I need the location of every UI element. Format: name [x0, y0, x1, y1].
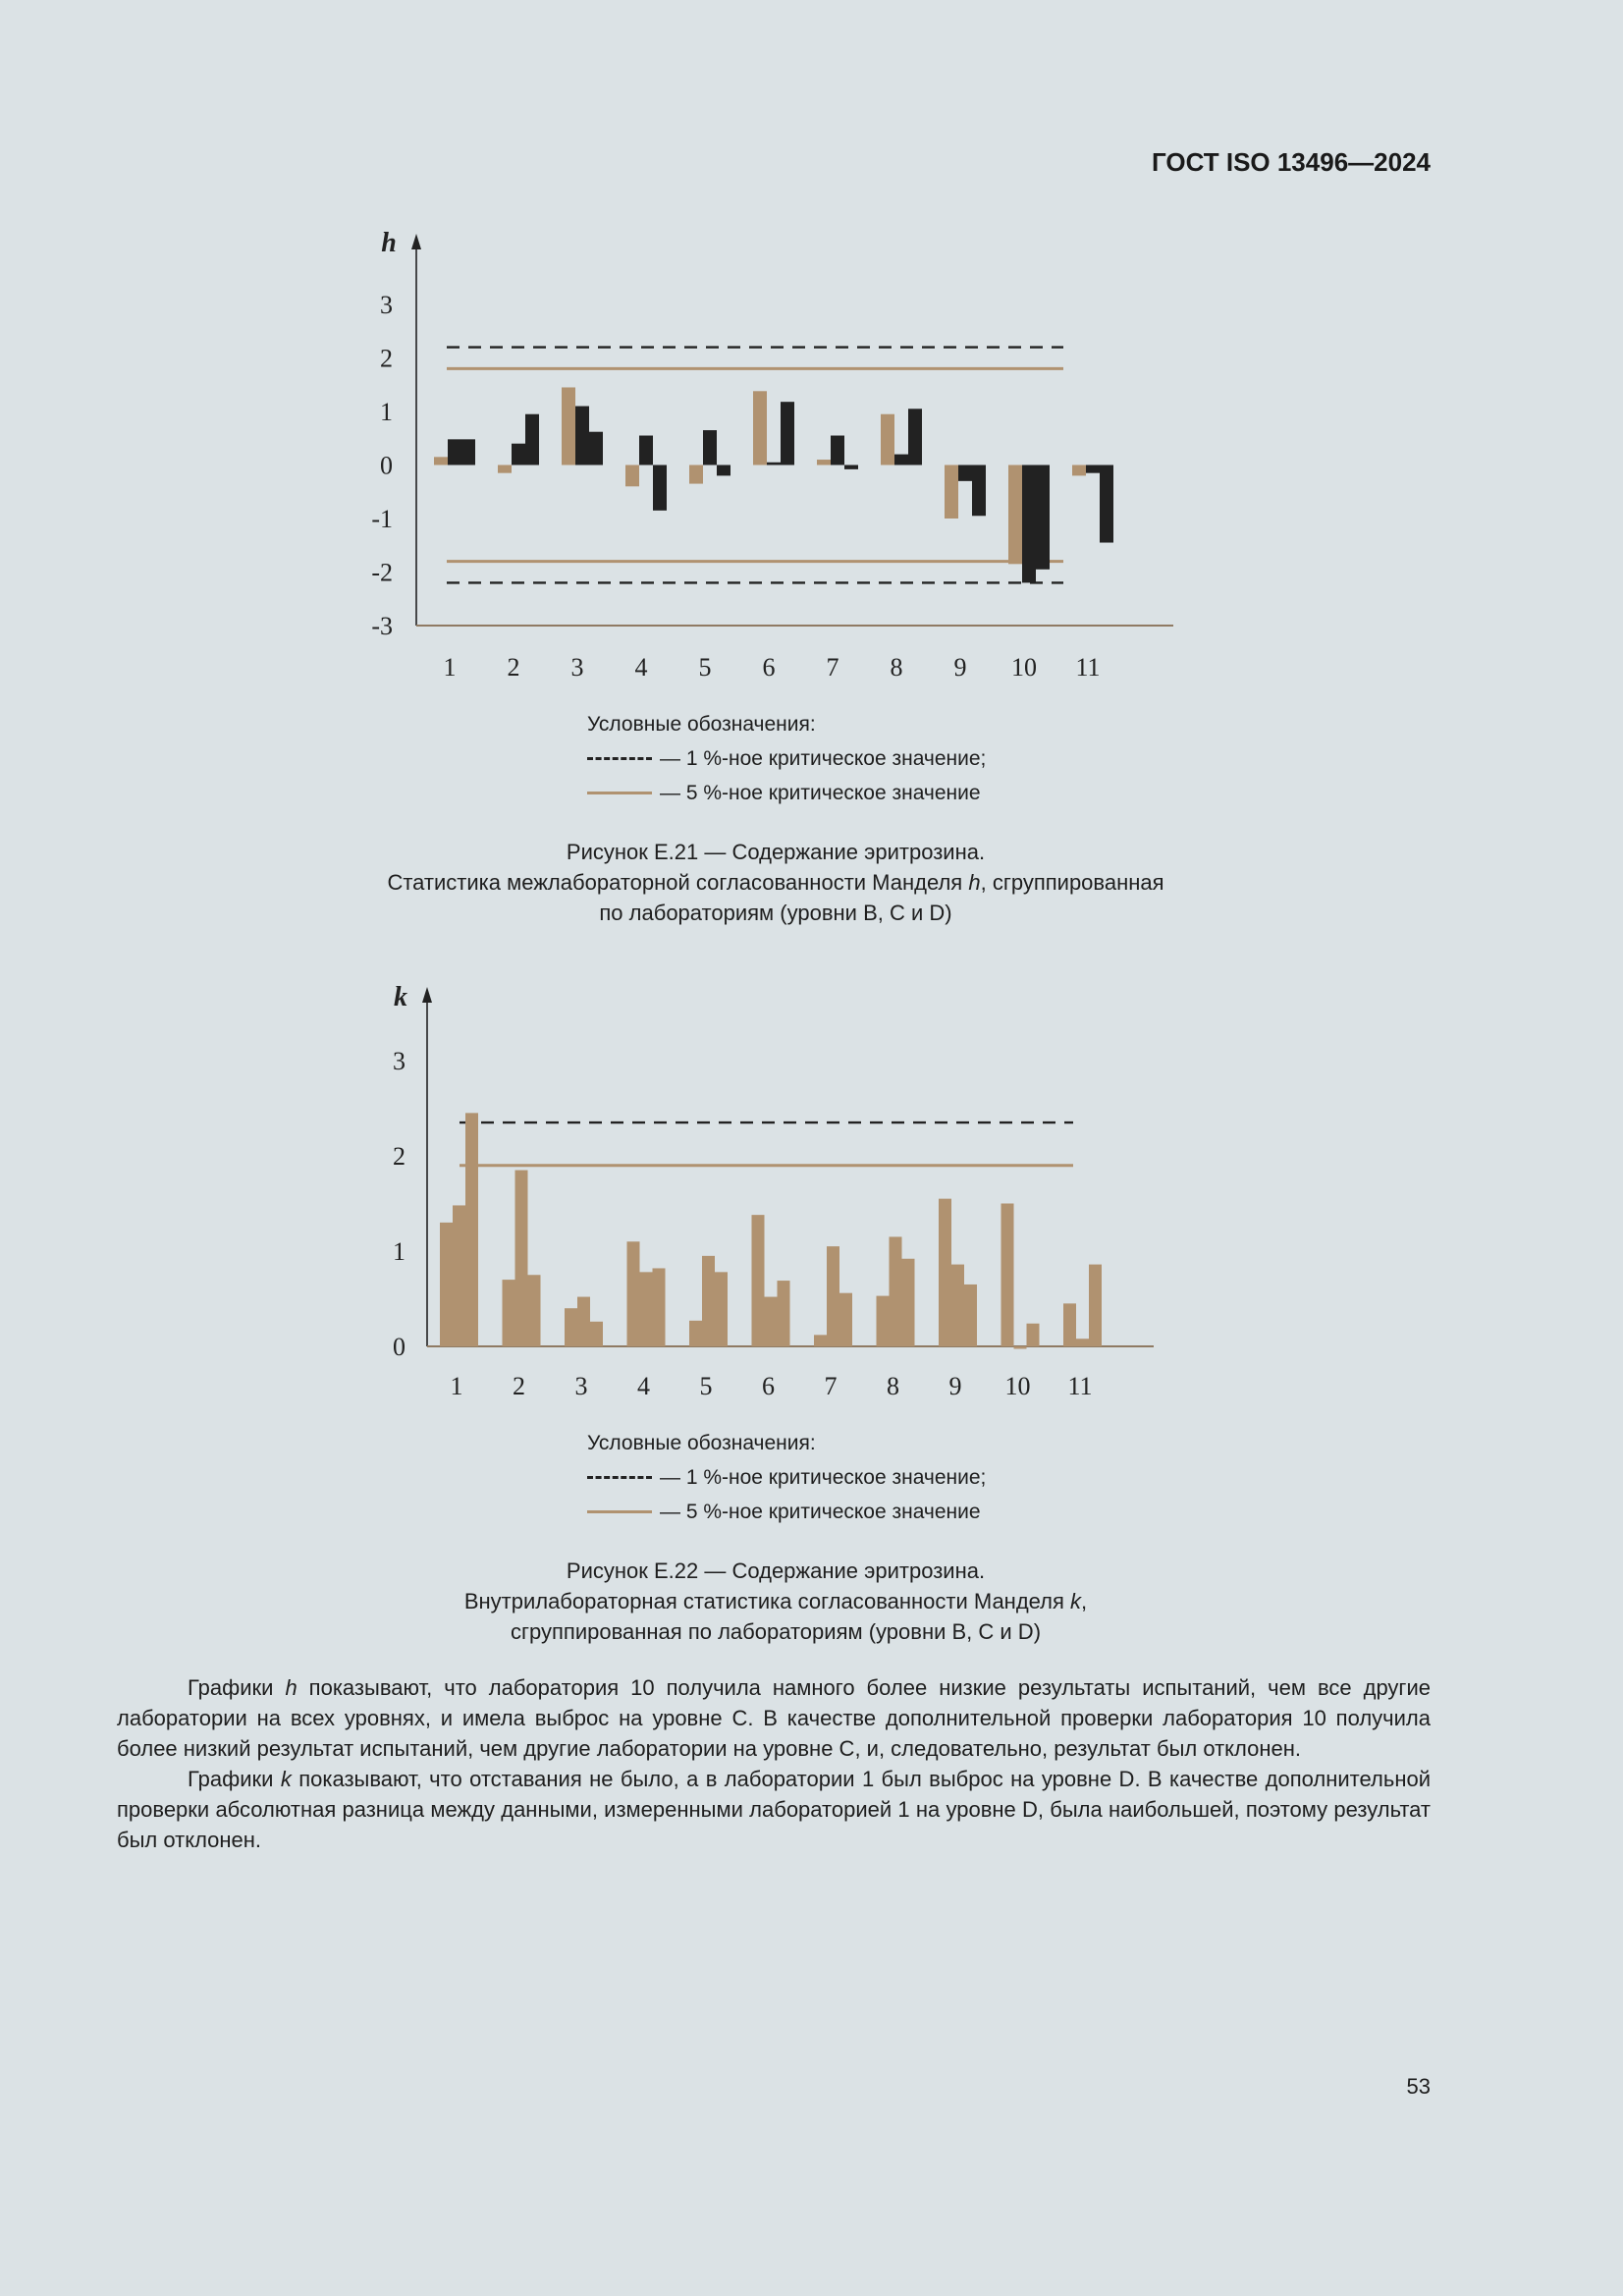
- bar: [715, 1272, 728, 1346]
- page-number: 53: [1406, 2074, 1431, 2099]
- y-tick-label: 0: [393, 1333, 406, 1361]
- bar: [951, 1265, 964, 1346]
- paragraph: Графики k показывают, что отставания не было, а в лаборатории 1 был выброс на уровне D. В качестве дополнительной проверки абсолютная разница между данными, измеренными лабораторией 1 на уровне D, была наибольшей, поэтому результат был отклонен.: [117, 1767, 1431, 1852]
- bar: [453, 1205, 465, 1346]
- x-tick-label: 4: [634, 653, 648, 682]
- bar: [1014, 1346, 1027, 1349]
- legend-item-critical-1: [587, 1460, 986, 1495]
- x-tick-label: 10: [1011, 653, 1037, 682]
- legend-title: Условные обозначения:: [587, 1432, 816, 1454]
- legend-label: — 1 %-ное критическое значение;: [660, 747, 987, 770]
- x-tick-label: 8: [890, 653, 903, 682]
- bar: [890, 1236, 902, 1346]
- y-axis-letter: k: [394, 982, 407, 1012]
- bar: [827, 1246, 839, 1346]
- x-tick-label: 6: [762, 1372, 775, 1400]
- bar: [627, 1241, 640, 1346]
- x-tick-label: 5: [698, 653, 712, 682]
- figure-caption-e22: [196, 1556, 1355, 1647]
- bar: [689, 1321, 702, 1346]
- bar: [902, 1259, 915, 1346]
- y-tick-label: 1: [380, 398, 393, 426]
- y-tick-label: -2: [371, 558, 393, 587]
- document-header: ГОСТ ISO 13496—2024: [1151, 147, 1431, 177]
- paragraph: Графики h показывают, что лаборатория 10 получила намного более низкие результаты испытаний, чем все другие лаборатории на всех уровнях, и имела выброс на уровне С. В качестве дополнительной проверки лаборатория 10 получила более низкий результат испытаний, чем другие лаборатории на уровне С, и, следовательно, результат был отклонен.: [117, 1675, 1431, 1761]
- y-tick-label: -1: [371, 505, 393, 533]
- bar: [752, 1215, 765, 1346]
- y-tick-label: 1: [393, 1237, 406, 1266]
- solid-line-swatch: [587, 1510, 652, 1513]
- x-tick-label: 2: [513, 1372, 525, 1400]
- bar: [565, 1308, 577, 1346]
- legend-item-critical-5: [587, 1495, 986, 1529]
- legend-label: — 1 %-ное критическое значение;: [660, 1466, 987, 1489]
- y-tick-label: 2: [380, 344, 393, 373]
- x-tick-label: 11: [1075, 653, 1101, 682]
- bar: [1076, 1339, 1089, 1346]
- caption-line: сгруппированная по лабораториям (уровни В, С и D): [510, 1619, 1042, 1644]
- bar: [1027, 1324, 1040, 1346]
- bar: [590, 1322, 603, 1346]
- caption-line: Статистика межлабораторной согласованности Манделя h, сгруппированная: [387, 870, 1164, 895]
- x-tick-label: 4: [637, 1372, 650, 1400]
- y-tick-label: 3: [393, 1047, 406, 1075]
- y-axis-letter: h: [381, 228, 397, 258]
- y-tick-label: -3: [371, 612, 393, 640]
- bar: [778, 1281, 790, 1346]
- x-tick-label: 3: [574, 1372, 588, 1400]
- bar: [440, 1223, 453, 1346]
- x-tick-label: 11: [1067, 1372, 1093, 1400]
- x-tick-label: 6: [762, 653, 776, 682]
- bar: [877, 1296, 890, 1346]
- bar: [814, 1335, 827, 1346]
- bar: [1089, 1265, 1102, 1346]
- x-tick-label: 5: [699, 1372, 713, 1400]
- legend-k: [587, 1426, 986, 1529]
- bar: [640, 1272, 653, 1346]
- y-tick-label: 0: [380, 451, 393, 480]
- x-tick-label: 1: [450, 1372, 463, 1400]
- legend-label: — 5 %-ное критическое значение: [660, 1501, 981, 1523]
- x-tick-label: 7: [826, 653, 839, 682]
- x-tick-label: 10: [1004, 1372, 1031, 1400]
- bar: [577, 1297, 590, 1346]
- dashed-line-swatch: [587, 1476, 652, 1479]
- x-tick-label: 9: [953, 653, 967, 682]
- x-tick-label: 8: [887, 1372, 899, 1400]
- bar: [653, 1268, 666, 1346]
- bar: [839, 1293, 852, 1346]
- caption-line: Внутрилабораторная статистика согласованности Манделя k,: [463, 1589, 1088, 1613]
- bar: [515, 1171, 528, 1346]
- body-text: [117, 1672, 1431, 1855]
- bar: [939, 1199, 951, 1346]
- bar: [1001, 1204, 1014, 1347]
- bar: [765, 1297, 778, 1346]
- y-axis-arrow-icon: [422, 987, 432, 1003]
- bar: [503, 1280, 515, 1346]
- legend-label: — 5 %-ное критическое значение: [660, 782, 981, 804]
- bar: [964, 1285, 977, 1346]
- y-tick-label: 2: [393, 1142, 406, 1171]
- bar: [1063, 1303, 1076, 1346]
- x-tick-label: 2: [507, 653, 520, 682]
- x-tick-label: 9: [948, 1372, 962, 1400]
- caption-line: по лабораториям (уровни В, С и D): [599, 901, 952, 925]
- caption-line: Рисунок Е.21 — Содержание эритрозина.: [566, 840, 986, 864]
- legend-title: Условные обозначения:: [587, 713, 816, 736]
- x-tick-label: 3: [570, 653, 584, 682]
- bar: [702, 1256, 715, 1346]
- bar: [528, 1275, 541, 1346]
- caption-line: Рисунок Е.22 — Содержание эритрозина.: [566, 1558, 986, 1583]
- y-tick-label: 3: [380, 291, 393, 319]
- bar: [465, 1113, 478, 1346]
- x-tick-label: 1: [443, 653, 457, 682]
- x-tick-label: 7: [824, 1372, 838, 1400]
